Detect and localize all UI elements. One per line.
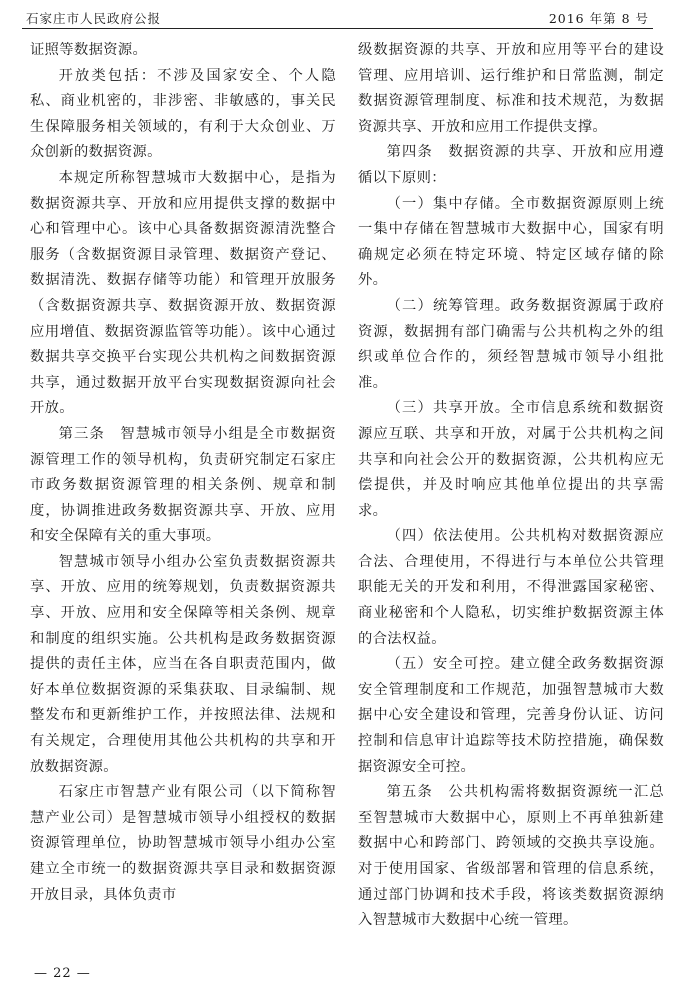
paragraph: 智慧城市领导小组办公室负责数据资源共享、开放、应用的统筹规划，负责数据资源共享、开放、应用和安全保障等相关条例、规章和制度的组织实施。公共机构是政务数据资源提供的责任主体，应当在各自职责范围内，做好本单位数据资源的采集获取、目录编制、规整发布和更新维护工作，并按照法律、法规和有关规定，合理使用其他公共机构的共享和开放数据资源。 <box>30 553 336 775</box>
paragraph: 第四条 数据资源的共享、开放和应用遵循以下原则： <box>358 144 664 186</box>
paragraph: 开放类包括：不涉及国家安全、个人隐私、商业机密的，非涉密、非敏感的，事关民生保障服务相关领域的，有利于大众创业、万众创新的数据资源。 <box>30 67 336 161</box>
paragraph: 级数据资源的共享、开放和应用等平台的建设管理、应用培训、运行维护和日常监测，制定数据资源管理制度、标准和技术规范，为数据资源共享、开放和应用工作提供支撑。 <box>358 42 664 135</box>
paragraph: 石家庄市智慧产业有限公司（以下简称智慧产业公司）是智慧城市领导小组授权的数据资源管理单位，协助智慧城市领导小组办公室建立全市统一的数据资源共享目录和数据资源开放目录，具体负责市 <box>30 784 336 903</box>
publication-title: 石家庄市人民政府公报 <box>26 11 162 26</box>
left-column <box>30 38 336 908</box>
paragraph: （五）安全可控。建立健全政务数据资源安全管理制度和工作规范，加强智慧城市大数据中心安全建设和管理，完善身份认证、访问控制和信息审计追踪等技术防控措施，确保数据资源安全可控。 <box>358 656 664 775</box>
paragraph: （一）集中存储。全市数据资源原则上统一集中存储在智慧城市大数据中心，国家有明确规定必须在特定环境、特定区域存储的除外。 <box>358 195 664 289</box>
paragraph: （三）共享开放。全市信息系统和数据资源应互联、共享和开放，对属于公共机构之间共享和向社会公开的数据资源，公共机构应无偿提供，并及时响应其他单位提出的共享需求。 <box>358 400 664 519</box>
paragraph: 第五条 公共机构需将数据资源统一汇总至智慧城市大数据中心，原则上不再单独新建数据中心和跨部门、跨领域的交换共享设施。对于使用国家、省级部署和管理的信息系统，通过部门协调和技术手段，将该类数据资源纳入智慧城市大数据中心统一管理。 <box>358 784 664 929</box>
page-header <box>22 6 653 29</box>
paragraph: （四）依法使用。公共机构对数据资源应合法、合理使用，不得进行与本单位公共管理职能无关的开发和利用，不得泄露国家秘密、商业秘密和个人隐私，切实维护数据资源主体的合法权益。 <box>358 528 664 647</box>
paragraph: 证照等数据资源。 <box>30 42 148 58</box>
paragraph: 本规定所称智慧城市大数据中心，是指为数据资源共享、开放和应用提供支撑的数据中心和管理中心。该中心具备数据资源清洗整合服务（含数据资源目录管理、数据资产登记、数据清洗、数据存储等功能）和管理开放服务（含数据资源共享、数据资源开放、数据资源应用增值、数据资源监管等功能）。该中心通过数据共享交换平台实现公共机构之间数据资源共享，通过数据开放平台实现数据资源向社会开放。 <box>30 169 336 417</box>
right-column <box>358 38 664 934</box>
paragraph: （二）统筹管理。政务数据资源属于政府资源，数据拥有部门确需与公共机构之外的组织或单位合作的，须经智慧城市领导小组批准。 <box>358 297 664 391</box>
paragraph: 第三条 智慧城市领导小组是全市数据资源管理工作的领导机构，负责研究制定石家庄市政务数据资源管理的相关条例、规章和制度，协调推进政务数据资源共享、开放、应用和安全保障有关的重大事项。 <box>30 425 336 545</box>
issue-number: 2016 年第 8 号 <box>548 11 649 26</box>
page-number: — 22 — <box>34 966 91 981</box>
